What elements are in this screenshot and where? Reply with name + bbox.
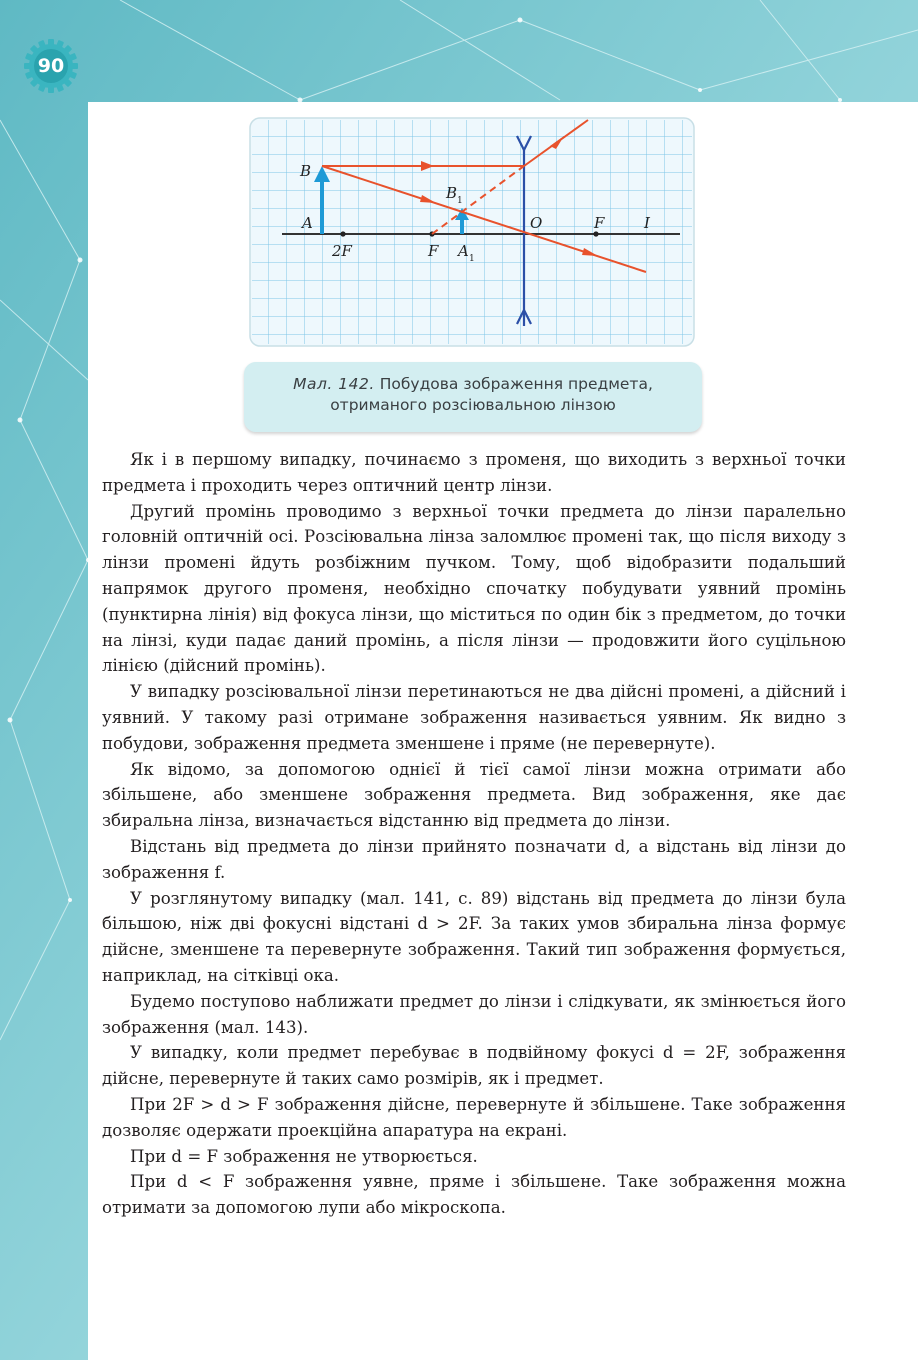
point-2F bbox=[340, 231, 345, 236]
label-A: A bbox=[302, 214, 313, 232]
lens-diagram bbox=[246, 114, 698, 350]
label-B1: B bbox=[446, 184, 458, 202]
label-F-left: F bbox=[428, 242, 439, 260]
paragraph: Будемо поступово наближати предмет до лінзи і слідкувати, як змінюється його зображення (мал. 143). bbox=[102, 991, 846, 1037]
point-F-right bbox=[593, 231, 598, 236]
label-A1-sub: 1 bbox=[469, 254, 475, 264]
caption-text: Побудова зображення предмета, отриманого розсіювальною лінзою bbox=[330, 375, 653, 414]
label-A1: A bbox=[458, 242, 469, 260]
paragraph: У випадку, коли предмет перебуває в подвійному фокусі d = 2F, зображення дійсне, перевернуте й таких само розмірів, як і предмет. bbox=[102, 1043, 846, 1089]
figure-caption bbox=[244, 362, 702, 432]
label-B1-sub: 1 bbox=[457, 196, 463, 206]
paragraph: При 2F > d > F зображення дійсне, перевернуте й збільшене. Таке зображення дозволяє одержати проекційна апаратура на екрані. bbox=[102, 1094, 846, 1140]
label-F-right: F bbox=[594, 214, 605, 232]
paragraph: При d < F зображення уявне, пряме і збільшене. Таке зображення можна отримати за допомогою лупи або мікроскопа. bbox=[102, 1172, 846, 1218]
page-number: 90 bbox=[37, 55, 65, 77]
paragraph: При d = F зображення не утворюється. bbox=[130, 1146, 478, 1166]
page-number-badge bbox=[23, 38, 79, 94]
label-I: I bbox=[644, 214, 650, 232]
body-text bbox=[102, 447, 846, 1221]
paragraph: Як і в першому випадку, починаємо з променя, що виходить з верхньої точки предмета і проходить через оптичний центр лінзи. bbox=[102, 450, 846, 495]
label-O: O bbox=[530, 214, 543, 232]
paragraph: Відстань від предмета до лінзи прийнято позначати d, а відстань від лінзи до зображення f. bbox=[102, 836, 846, 882]
paragraph: У розглянутому випадку (мал. 141, с. 89) відстань від предмета до лінзи була більшою, ніж дві фокусні відстані d > 2F. За таких умов збиральна лінза формує дійсне, зменшене та перевернуте зображення. Такий тип зображення формується, наприклад, на сітківці ока. bbox=[102, 888, 846, 985]
label-2F: 2F bbox=[332, 242, 352, 260]
paragraph: Як відомо, за допомогою однієї й тієї самої лінзи можна отримати або збільшене, або зменшене зображення предмета. Вид зображення, яке дає збиральна лінза, визначається відстанню від предмета до лінзи. bbox=[102, 759, 846, 831]
paragraph: Другий промінь проводимо з верхньої точки предмета до лінзи паралельно головній оптичній осі. Розсіювальна лінза заломлює промені так, що після виходу з лінзи промені йдуть розбіжним пучком. Тому, щоб відобразити подальший напрямок другого променя, необхідно спочатку побудувати уявний промінь (пунктирна лінія) від фокуса лінзи, що міститься по один бік з предметом, до точки на лінзі, куди падає даний промінь, а після лінзи — продовжити його суцільною лінією (дійсний промінь). bbox=[102, 501, 846, 676]
label-B: B bbox=[300, 162, 312, 180]
caption-label: Мал. 142. bbox=[293, 375, 375, 393]
paragraph: У випадку розсіювальної лінзи перетинаються не два дійсні промені, а дійсний і уявний. У такому разі отримане зображення називається уявним. Як видно з побудови, зображення предмета зменшене і пряме (не перевернуте). bbox=[102, 682, 846, 753]
